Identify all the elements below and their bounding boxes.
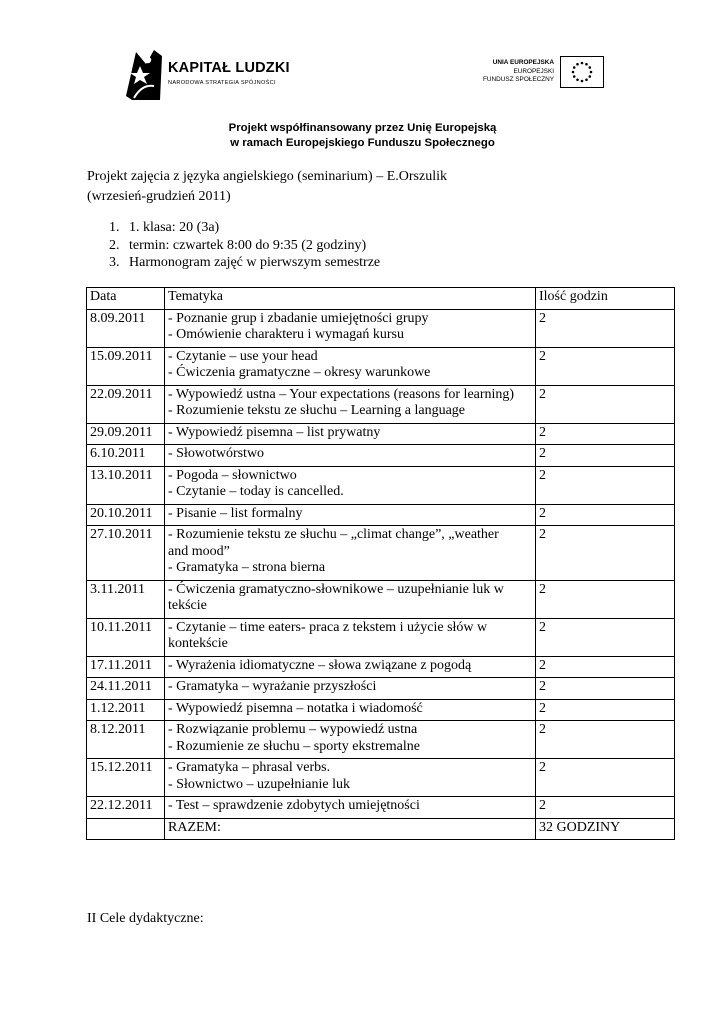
list-item xyxy=(109,254,380,272)
topic-line: - Rozumienie tekstu ze słuchu – Learning a language xyxy=(168,403,466,418)
topic-line: - Czytanie – today is cancelled. xyxy=(168,484,344,499)
row-hours: 2 xyxy=(536,504,675,526)
row-hours: 2 xyxy=(536,797,675,819)
list-item xyxy=(109,219,380,237)
row-hours: 2 xyxy=(536,385,675,423)
table-row xyxy=(87,656,675,678)
row-topics xyxy=(165,423,536,445)
row-date: 8.12.2011 xyxy=(87,721,165,759)
table-row xyxy=(87,580,675,618)
list-item-text: Harmonogram zajęć w pierwszym semestrze xyxy=(129,255,381,270)
topic-line: - Ćwiczenia gramatyczne – okresy warunkowe xyxy=(168,365,431,380)
total-label: RAZEM: xyxy=(165,818,536,840)
kapital-ludzki-title: KAPITAŁ LUDZKI xyxy=(168,60,290,76)
list-item-text: termin: czwartek 8:00 do 9:35 (2 godziny) xyxy=(129,237,367,253)
row-topics xyxy=(165,678,536,700)
topic-line: - Omówienie charakteru i wymagań kursu xyxy=(168,327,404,342)
table-row xyxy=(87,699,675,721)
header-topic: Tematyka xyxy=(165,288,536,310)
schedule-table xyxy=(86,287,675,840)
list-item-number: 3. xyxy=(109,255,120,270)
row-hours: 2 xyxy=(536,618,675,656)
topic-line: - Wypowiedź ustna – Your expectations (reasons for learning) xyxy=(168,386,515,402)
project-heading-line2: w ramach Europejskiego Funduszu Społecznego xyxy=(230,137,495,149)
numbered-list xyxy=(109,219,380,272)
header-hours: Ilość godzin xyxy=(536,288,675,310)
table-row xyxy=(87,797,675,819)
total-hours: 32 GODZINY xyxy=(536,818,675,840)
row-topics xyxy=(165,347,536,385)
table-row xyxy=(87,445,675,467)
row-topics xyxy=(165,759,536,797)
table-row xyxy=(87,526,675,581)
row-hours: 2 xyxy=(536,580,675,618)
intro-text xyxy=(87,167,447,207)
row-date: 29.09.2011 xyxy=(87,423,165,445)
table-row xyxy=(87,759,675,797)
row-date: 10.11.2011 xyxy=(87,618,165,656)
row-hours: 2 xyxy=(536,656,675,678)
row-date: 8.09.2011 xyxy=(87,309,165,347)
table-row xyxy=(87,466,675,504)
intro-line2: (wrzesień-grudzień 2011) xyxy=(87,189,231,204)
eu-logo-line2: EUROPEJSKI xyxy=(513,67,554,75)
row-hours: 2 xyxy=(536,347,675,385)
row-topics xyxy=(165,385,536,423)
eu-flag xyxy=(560,56,604,88)
eu-logo-text xyxy=(483,59,554,85)
row-hours: 2 xyxy=(536,721,675,759)
topic-line: - Poznanie grup i zbadanie umiejętności grupy xyxy=(168,310,429,326)
table-total-row xyxy=(87,818,675,840)
list-item-number: 2. xyxy=(109,237,120,253)
topic-line: - Gramatyka – wyrażanie przyszłości xyxy=(168,679,377,694)
eu-logo-line1: UNIA EUROPEJSKA xyxy=(492,59,554,66)
kapital-ludzki-logo xyxy=(124,46,294,102)
topic-line: kontekście xyxy=(168,636,228,651)
row-topics xyxy=(165,618,536,656)
row-date: 1.12.2011 xyxy=(87,699,165,721)
row-topics xyxy=(165,526,536,581)
project-heading xyxy=(0,121,725,151)
eu-logo-line3: FUNDUSZ SPOŁECZNY xyxy=(482,76,554,84)
row-date: 24.11.2011 xyxy=(87,678,165,700)
row-date: 6.10.2011 xyxy=(87,445,165,467)
eu-logo xyxy=(468,54,604,92)
row-hours: 2 xyxy=(536,526,675,581)
table-row xyxy=(87,504,675,526)
row-topics xyxy=(165,721,536,759)
row-hours: 2 xyxy=(536,699,675,721)
schedule-table-body xyxy=(87,288,675,840)
row-date: 20.10.2011 xyxy=(87,504,165,526)
row-topics xyxy=(165,656,536,678)
row-topics xyxy=(165,309,536,347)
topic-line: - Wyrażenia idiomatyczne – słowa związane z pogodą xyxy=(168,657,472,673)
list-item-text: 1. klasa: 20 (3a) xyxy=(129,220,220,235)
row-hours: 2 xyxy=(536,759,675,797)
intro-line1: Projekt zajęcia z języka angielskiego (seminarium) – E.Orszulik xyxy=(87,169,447,184)
table-row xyxy=(87,309,675,347)
topic-line: - Rozumienie tekstu ze słuchu – „climat change”, „weather xyxy=(168,527,499,542)
kapital-ludzki-emblem-icon xyxy=(124,46,164,102)
row-hours: 2 xyxy=(536,445,675,467)
row-date: 22.12.2011 xyxy=(87,797,165,819)
header-date: Data xyxy=(87,288,165,310)
topic-line: - Rozwiązanie problemu – wypowiedź ustna xyxy=(168,722,418,737)
row-date: 3.11.2011 xyxy=(87,580,165,618)
topic-line: - Gramatyka – strona bierna xyxy=(168,560,326,575)
topic-line: - Ćwiczenia gramatyczno-słownikowe – uzupełnianie luk w xyxy=(168,581,504,597)
table-row xyxy=(87,618,675,656)
table-row xyxy=(87,678,675,700)
list-item-number: 1. xyxy=(109,220,120,235)
topic-line: - Czytanie – time eaters- praca z tekstem i użycie słów w xyxy=(168,619,488,635)
row-date: 22.09.2011 xyxy=(87,385,165,423)
total-empty-cell xyxy=(87,818,165,840)
row-hours: 2 xyxy=(536,309,675,347)
row-date: 17.11.2011 xyxy=(87,656,165,678)
table-row xyxy=(87,347,675,385)
topic-line: - Czytanie – use your head xyxy=(168,348,318,364)
row-hours: 2 xyxy=(536,423,675,445)
row-hours: 2 xyxy=(536,466,675,504)
table-row xyxy=(87,423,675,445)
topic-line: - Pogoda – słownictwo xyxy=(168,467,297,483)
row-date: 15.09.2011 xyxy=(87,347,165,385)
topic-line: tekście xyxy=(168,598,207,613)
row-hours: 2 xyxy=(536,678,675,700)
row-date: 13.10.2011 xyxy=(87,466,165,504)
table-row xyxy=(87,721,675,759)
topic-line: - Rozumienie ze słuchu – sporty ekstremalne xyxy=(168,738,420,754)
row-topics xyxy=(165,580,536,618)
kapital-ludzki-subtitle: NARODOWA STRATEGIA SPÓJNOŚCI xyxy=(168,80,276,86)
topic-line: - Gramatyka – phrasal verbs. xyxy=(168,760,331,775)
table-header-row xyxy=(87,288,675,310)
topic-line: and mood” xyxy=(168,543,230,559)
row-topics xyxy=(165,504,536,526)
row-date: 27.10.2011 xyxy=(87,526,165,581)
eu-stars-icon xyxy=(561,57,603,87)
topic-line: - Wypowiedź pisemna – list prywatny xyxy=(168,424,381,440)
table-row xyxy=(87,385,675,423)
project-heading-line1: Projekt współfinansowany przez Unię Europejską xyxy=(228,122,497,134)
row-topics xyxy=(165,699,536,721)
row-date: 15.12.2011 xyxy=(87,759,165,797)
row-topics xyxy=(165,445,536,467)
topic-line: - Test – sprawdzenie zdobytych umiejętności xyxy=(168,798,420,813)
topic-line: - Słownictwo – uzupełnianie luk xyxy=(168,776,350,792)
row-topics xyxy=(165,466,536,504)
section-heading-didactic-goals: II Cele dydaktyczne: xyxy=(87,911,204,926)
list-item xyxy=(109,237,380,255)
row-topics xyxy=(165,797,536,819)
topic-line: - Słowotwórstwo xyxy=(168,446,265,461)
topic-line: - Pisanie – list formalny xyxy=(168,505,303,521)
topic-line: - Wypowiedź pisemna – notatka i wiadomość xyxy=(168,700,423,716)
